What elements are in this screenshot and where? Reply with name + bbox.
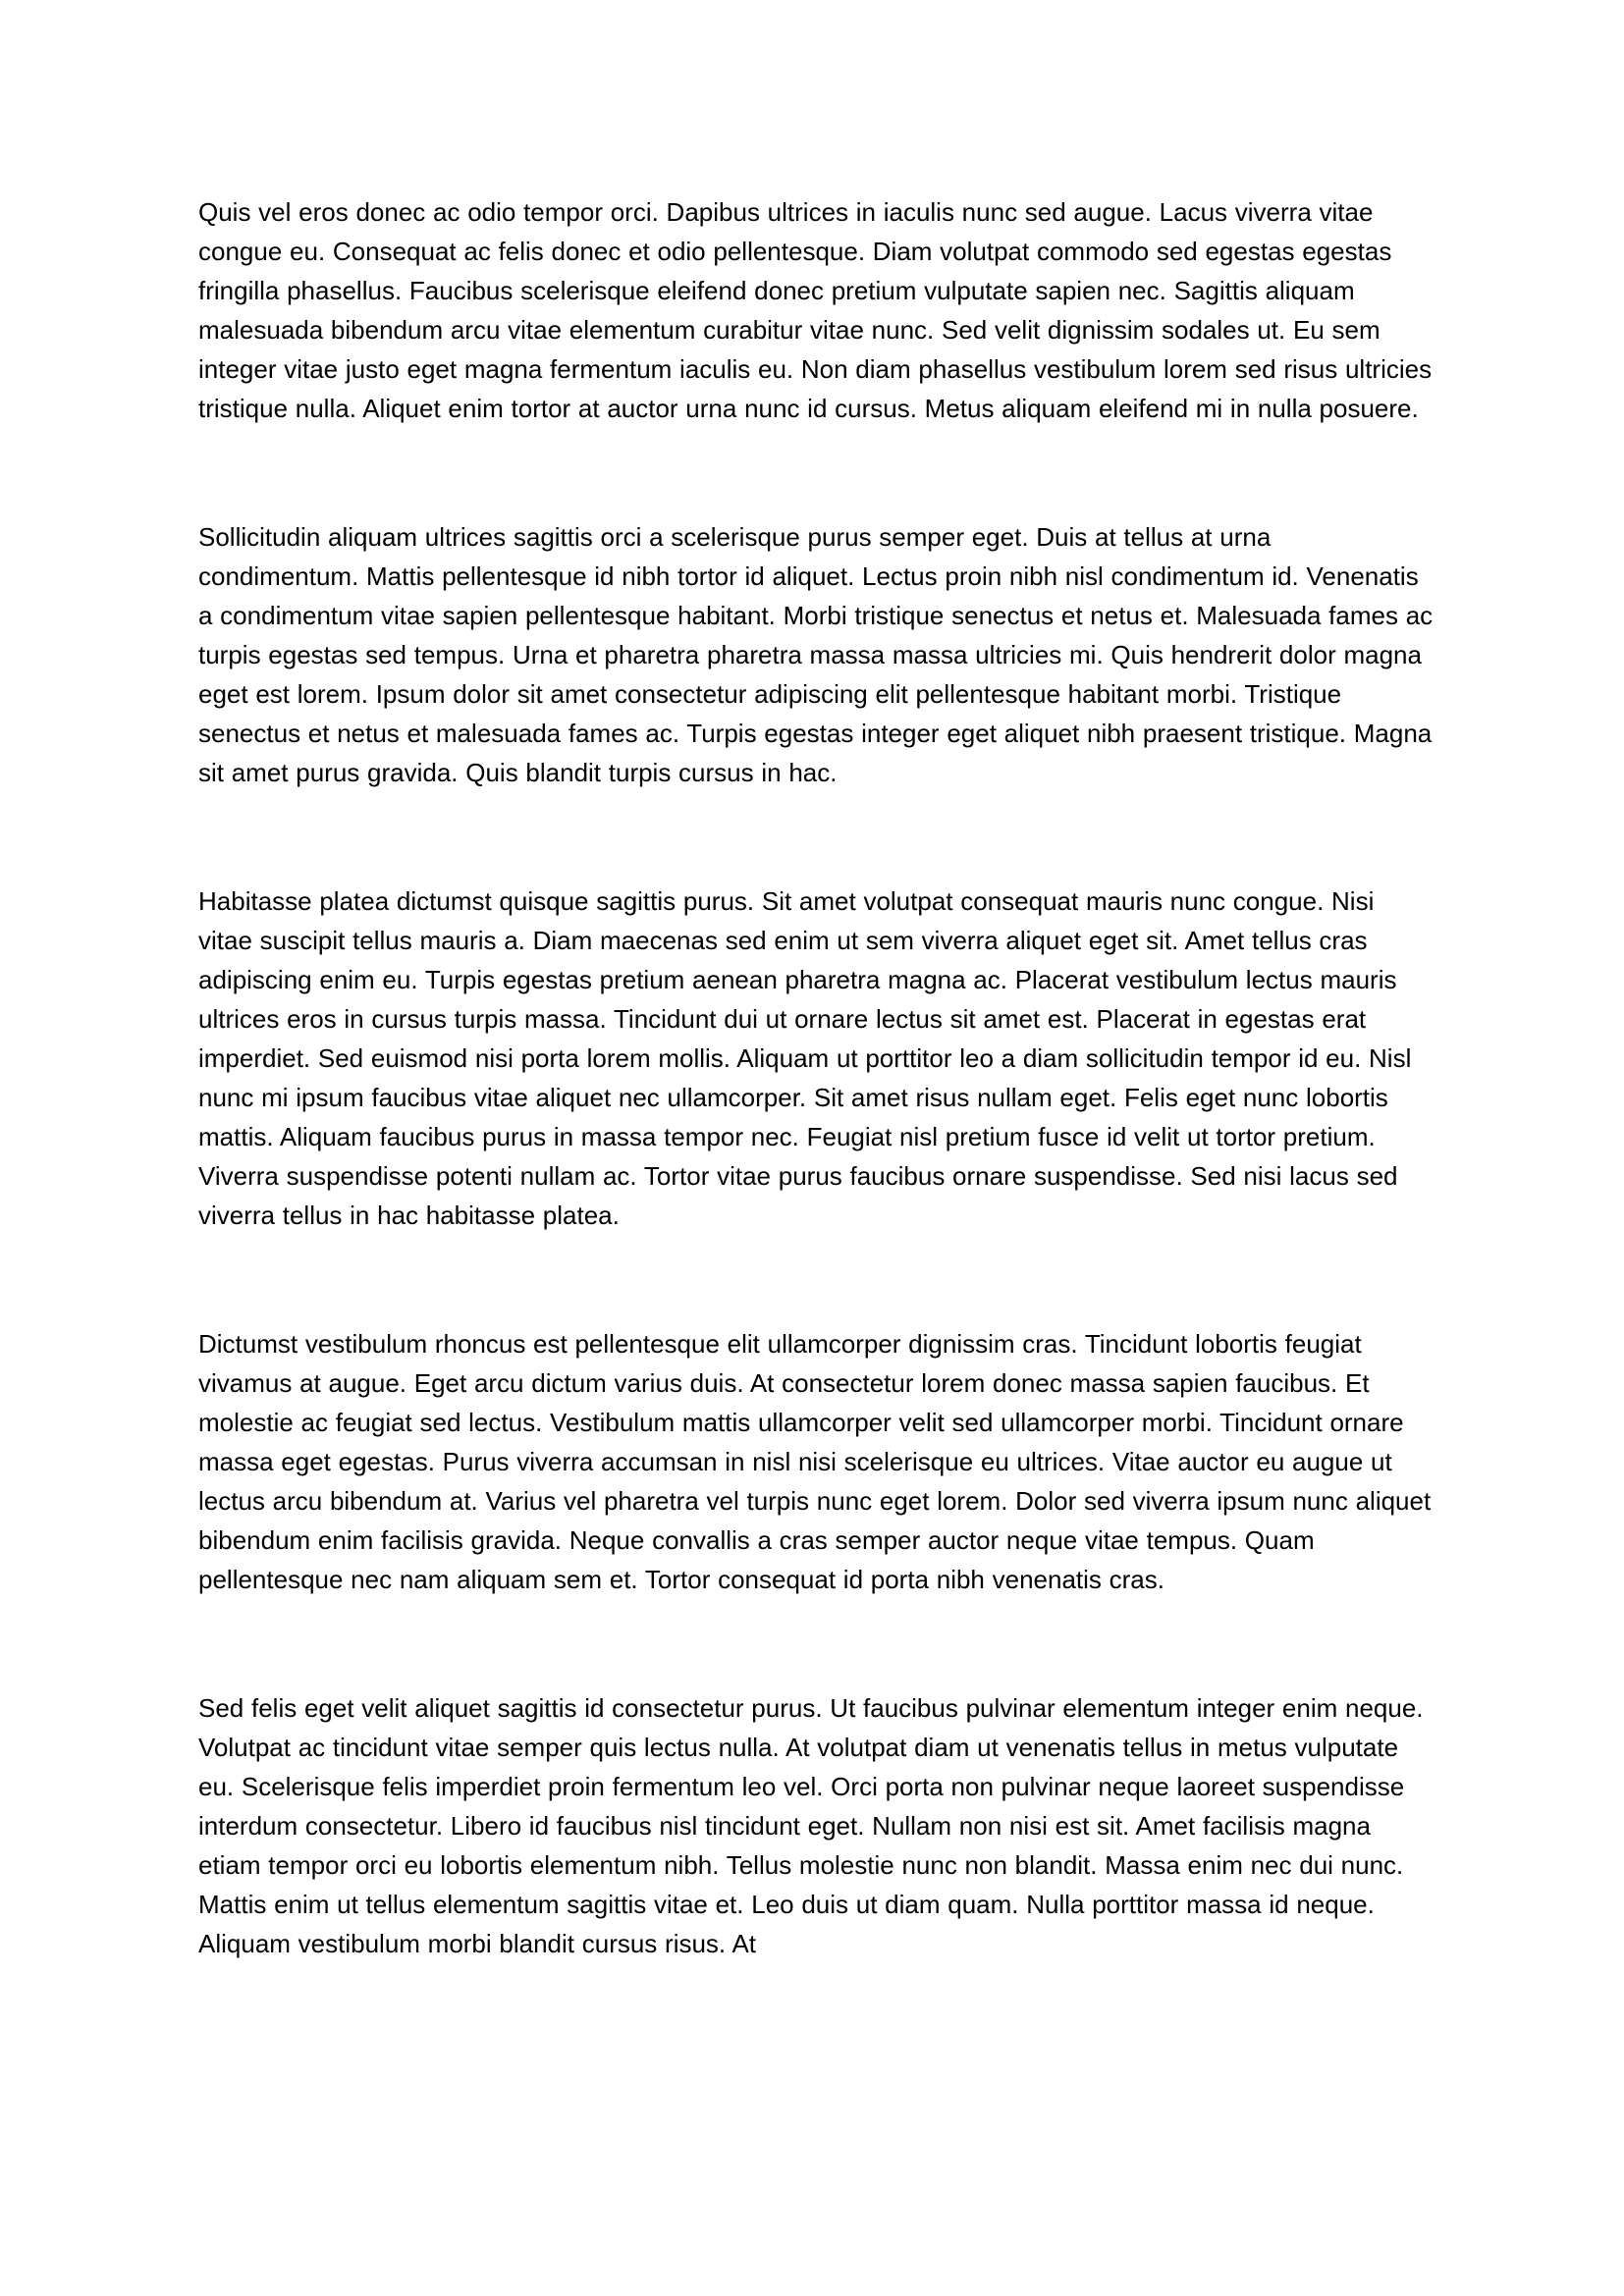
- text-column: [198, 192, 1434, 1963]
- paragraph-4: Dictumst vestibulum rhoncus est pellentesque elit ullamcorper dignissim cras. Tincidunt lobortis feugiat vivamus at augue. Eget arcu dictum varius duis. At consectetur lorem donec massa sapien faucibus. Et molestie ac feugiat sed lectus. Vestibulum mattis ullamcorper velit sed ullamcorper morbi. Tincidunt ornare massa eget egestas. Purus viverra accumsan in nisl nisi scelerisque eu ultrices. Vitae auctor eu augue ut lectus arcu bibendum at. Varius vel pharetra vel turpis nunc eget lorem. Dolor sed viverra ipsum nunc aliquet bibendum enim facilisis gravida. Neque convallis a cras semper auctor neque vitae tempus. Quam pellentesque nec nam aliquam sem et. Tortor consequat id porta nibh venenatis cras.: [198, 1329, 1432, 1594]
- paragraph-5: Sed felis eget velit aliquet sagittis id consectetur purus. Ut faucibus pulvinar elementum integer enim neque. Volutpat ac tincidunt vitae semper quis lectus nulla. At volutpat diam ut venenatis tellus in metus vulputate eu. Scelerisque felis imperdiet proin fermentum leo vel. Orci porta non pulvinar neque laoreet suspendisse interdum consectetur. Libero id faucibus nisl tincidunt eget. Nullam non nisi est sit. Amet facilisis magna etiam tempor orci eu lobortis elementum nibh. Tellus molestie nunc non blandit. Massa enim nec dui nunc. Mattis enim ut tellus elementum sagittis vitae et. Leo duis ut diam quam. Nulla porttitor massa id neque. Aliquam vestibulum morbi blandit cursus risus. At: [198, 1693, 1424, 1958]
- paragraph-2: Sollicitudin aliquam ultrices sagittis orci a scelerisque purus semper eget. Duis at tellus at urna condimentum. Mattis pellentesque id nibh tortor id aliquet. Lectus proin nibh nisl condimentum id. Venenatis a condimentum vitae sapien pellentesque habitant. Morbi tristique senectus et netus et. Malesuada fames ac turpis egestas sed tempus. Urna et pharetra pharetra massa massa ultricies mi. Quis hendrerit dolor magna eget est lorem. Ipsum dolor sit amet consectetur adipiscing elit pellentesque habitant morbi. Tristique senectus et netus et malesuada fames ac. Turpis egestas integer eget aliquet nibh praesent tristique. Magna sit amet purus gravida. Quis blandit turpis cursus in hac.: [198, 522, 1434, 787]
- paragraph-3: Habitasse platea dictumst quisque sagittis purus. Sit amet volutpat consequat mauris nunc congue. Nisi vitae suscipit tellus mauris a. Diam maecenas sed enim ut sem viverra aliquet eget sit. Amet tellus cras adipiscing enim eu. Turpis egestas pretium aenean pharetra magna ac. Placerat vestibulum lectus mauris ultrices eros in cursus turpis massa. Tincidunt dui ut ornare lectus sit amet est. Placerat in egestas erat imperdiet. Sed euismod nisi porta lorem mollis. Aliquam ut porttitor leo a diam sollicitudin tempor id eu. Nisl nunc mi ipsum faucibus vitae aliquet nec ullamcorper. Sit amet risus nullam eget. Felis eget nunc lobortis mattis. Aliquam faucibus purus in massa tempor nec. Feugiat nisl pretium fusce id velit ut tortor pretium. Viverra suspendisse potenti nullam ac. Tortor vitae purus faucibus ornare suspendisse. Sed nisi lacus sed viverra tellus in hac habitasse platea.: [198, 886, 1412, 1230]
- paragraph-1: Quis vel eros donec ac odio tempor orci. Dapibus ultrices in iaculis nunc sed augue. Lacus viverra vitae congue eu. Consequat ac felis donec et odio pellentesque. Diam volutpat commodo sed egestas egestas fringilla phasellus. Faucibus scelerisque eleifend donec pretium vulputate sapien nec. Sagittis aliquam malesuada bibendum arcu vitae elementum curabitur vitae nunc. Sed velit dignissim sodales ut. Eu sem integer vitae justo eget magna fermentum iaculis eu. Non diam phasellus vestibulum lorem sed risus ultricies tristique nulla. Aliquet enim tortor at auctor urna nunc id cursus. Metus aliquam eleifend mi in nulla posuere.: [198, 197, 1433, 423]
